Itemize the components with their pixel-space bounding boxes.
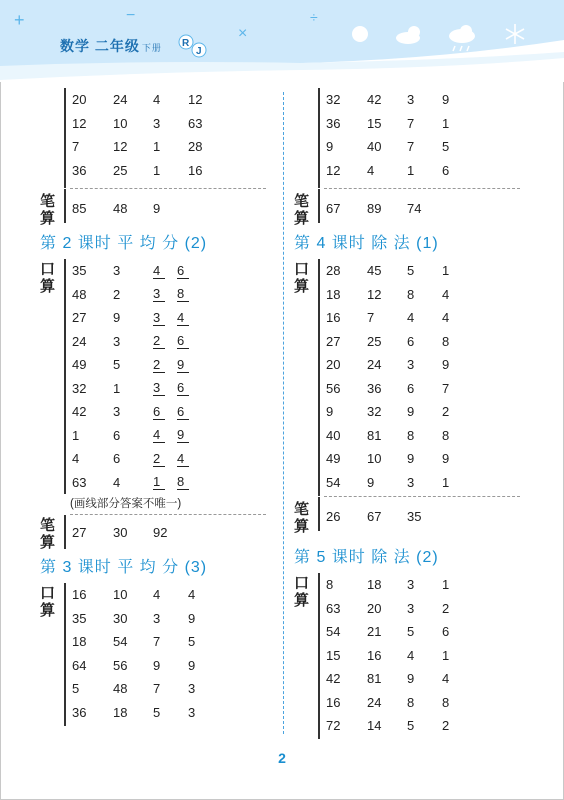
table-row bbox=[326, 447, 544, 471]
cell-value: 3 bbox=[188, 681, 196, 697]
cell-value: 9 bbox=[326, 404, 334, 420]
table-row bbox=[326, 88, 544, 112]
cell-value: 7 bbox=[407, 139, 415, 155]
cell-value: 56 bbox=[326, 380, 341, 396]
cell-value: 16 bbox=[326, 310, 341, 326]
cell-value: 64 bbox=[72, 657, 87, 673]
cell-value: 63 bbox=[188, 115, 203, 131]
lesson-4-written-block bbox=[294, 497, 544, 537]
cell-value: 3 bbox=[407, 92, 415, 108]
cell-value: 3 bbox=[407, 474, 415, 490]
cell-value: 6 bbox=[177, 380, 189, 396]
written-value: 67 bbox=[367, 509, 382, 525]
section-title-lesson-3: 第 3 课时 平 均 分 (3) bbox=[40, 559, 208, 576]
cell-value: 35 bbox=[72, 263, 87, 279]
cell-value: 4 bbox=[153, 263, 165, 279]
cell-value: 4 bbox=[153, 92, 161, 108]
cell-value: 56 bbox=[113, 657, 128, 673]
cell-value: 3 bbox=[113, 333, 121, 349]
table-row bbox=[72, 135, 290, 159]
cell-value: 16 bbox=[367, 647, 382, 663]
written-value: 67 bbox=[326, 201, 341, 217]
cell-value: 14 bbox=[367, 718, 382, 734]
written-row bbox=[72, 197, 290, 221]
table-row bbox=[326, 353, 544, 377]
section-title-lesson-2: 第 2 课时 平 均 分 (2) bbox=[40, 235, 208, 252]
cell-value: 20 bbox=[326, 357, 341, 373]
cell-value: 4 bbox=[407, 310, 415, 326]
cell-value: 3 bbox=[407, 357, 415, 373]
cell-value: 4 bbox=[407, 647, 415, 663]
table-row bbox=[326, 620, 544, 644]
cell-value: 3 bbox=[153, 310, 165, 326]
cell-value: 48 bbox=[72, 286, 87, 302]
lesson-3-rows bbox=[72, 583, 290, 724]
page-number: 2 bbox=[278, 750, 286, 766]
left-cont-rows bbox=[72, 88, 290, 182]
cell-value: 8 bbox=[407, 427, 415, 443]
cell-value: 6 bbox=[177, 333, 189, 349]
cell-value: 16 bbox=[326, 694, 341, 710]
cell-value: 9 bbox=[177, 427, 189, 443]
cell-value: 9 bbox=[326, 139, 334, 155]
cell-value: 6 bbox=[407, 333, 415, 349]
lesson-2-rows bbox=[72, 259, 290, 494]
cell-value: 9 bbox=[442, 92, 450, 108]
table-row bbox=[326, 330, 544, 354]
cell-value: 36 bbox=[326, 115, 341, 131]
cell-value: 3 bbox=[113, 404, 121, 420]
cell-value: 3 bbox=[153, 286, 165, 302]
cell-value: 35 bbox=[72, 610, 87, 626]
badge-r-text: R bbox=[182, 38, 190, 49]
table-row bbox=[326, 691, 544, 715]
cell-value: 2 bbox=[442, 600, 450, 616]
cell-value: 5 bbox=[442, 139, 450, 155]
cell-value: 25 bbox=[113, 162, 128, 178]
right-column bbox=[294, 88, 544, 739]
table-row bbox=[72, 471, 290, 495]
written-value: 30 bbox=[113, 525, 128, 541]
table-row bbox=[326, 400, 544, 424]
cell-value: 2 bbox=[113, 286, 121, 302]
table-row bbox=[72, 424, 290, 448]
table-row bbox=[72, 88, 290, 112]
table-row bbox=[72, 701, 290, 725]
cell-value: 4 bbox=[188, 587, 196, 603]
table-row bbox=[326, 259, 544, 283]
table-row bbox=[72, 330, 290, 354]
cell-value: 1 bbox=[113, 380, 121, 396]
table-row bbox=[326, 597, 544, 621]
cell-value: 7 bbox=[72, 139, 80, 155]
times-symbol: × bbox=[238, 25, 248, 42]
right-cont-rows bbox=[326, 88, 544, 182]
written-value: 48 bbox=[113, 201, 128, 217]
cell-value: 6 bbox=[442, 162, 450, 178]
cell-value: 12 bbox=[326, 162, 341, 178]
table-row bbox=[72, 353, 290, 377]
cell-value: 4 bbox=[442, 671, 450, 687]
written-row bbox=[326, 197, 544, 221]
cell-value: 1 bbox=[442, 263, 450, 279]
cell-value: 4 bbox=[367, 162, 375, 178]
cell-value: 9 bbox=[153, 657, 161, 673]
cell-value: 7 bbox=[442, 380, 450, 396]
left-cont-mental-block bbox=[40, 88, 290, 188]
cell-value: 54 bbox=[326, 624, 341, 640]
cell-value: 8 bbox=[442, 427, 450, 443]
cell-value: 42 bbox=[367, 92, 382, 108]
header-banner bbox=[0, 0, 564, 82]
cell-value: 81 bbox=[367, 671, 382, 687]
cell-value: 6 bbox=[177, 263, 189, 279]
table-row bbox=[326, 644, 544, 668]
cell-value: 42 bbox=[72, 404, 87, 420]
cell-value: 36 bbox=[72, 162, 87, 178]
table-row bbox=[72, 283, 290, 307]
table-row bbox=[72, 630, 290, 654]
table-row bbox=[72, 159, 290, 183]
cell-value: 1 bbox=[72, 427, 80, 443]
lesson-4-rows bbox=[326, 259, 544, 494]
cell-value: 24 bbox=[72, 333, 87, 349]
cell-value: 63 bbox=[72, 474, 87, 490]
table-row bbox=[326, 159, 544, 183]
plus-symbol: + bbox=[14, 10, 25, 30]
cell-value: 18 bbox=[367, 577, 382, 593]
cell-value: 12 bbox=[367, 286, 382, 302]
cell-value: 48 bbox=[113, 681, 128, 697]
minus-symbol: − bbox=[126, 7, 136, 24]
cell-value: 1 bbox=[442, 115, 450, 131]
header-title-text: 数学 二年级 bbox=[60, 38, 140, 54]
cell-value: 5 bbox=[153, 704, 161, 720]
cell-value: 5 bbox=[188, 634, 196, 650]
sun-icon bbox=[352, 26, 368, 42]
lesson-5-rows bbox=[326, 573, 544, 738]
cell-value: 1 bbox=[442, 647, 450, 663]
written-label: 笔 算 bbox=[294, 501, 310, 535]
cell-value: 9 bbox=[442, 357, 450, 373]
cell-value: 1 bbox=[407, 162, 415, 178]
cell-value: 54 bbox=[326, 474, 341, 490]
cell-value: 28 bbox=[326, 263, 341, 279]
badge-j-text: J bbox=[196, 46, 202, 57]
written-value: 9 bbox=[153, 201, 161, 217]
cell-value: 63 bbox=[326, 600, 341, 616]
cell-value: 32 bbox=[326, 92, 341, 108]
cell-value: 1 bbox=[442, 474, 450, 490]
cell-value: 9 bbox=[367, 474, 375, 490]
right-cont-written-block bbox=[294, 189, 544, 229]
cell-value: 21 bbox=[367, 624, 382, 640]
cell-value: 5 bbox=[407, 718, 415, 734]
cell-value: 16 bbox=[72, 587, 87, 603]
cell-value: 3 bbox=[407, 577, 415, 593]
cell-value: 4 bbox=[153, 427, 165, 443]
cell-value: 7 bbox=[407, 115, 415, 131]
cell-value: 2 bbox=[153, 357, 165, 373]
cell-value: 24 bbox=[367, 694, 382, 710]
cell-value: 32 bbox=[72, 380, 87, 396]
table-row bbox=[326, 573, 544, 597]
cell-value: 12 bbox=[72, 115, 87, 131]
cell-value: 12 bbox=[113, 139, 128, 155]
cell-value: 28 bbox=[188, 139, 203, 155]
left-column bbox=[40, 88, 290, 726]
mental-label: 口 算 bbox=[294, 575, 310, 609]
cell-value: 45 bbox=[367, 263, 382, 279]
cell-value: 24 bbox=[113, 92, 128, 108]
cell-value: 3 bbox=[153, 115, 161, 131]
cell-value: 1 bbox=[153, 474, 165, 490]
cell-value: 4 bbox=[442, 286, 450, 302]
cell-value: 36 bbox=[367, 380, 382, 396]
mental-label: 口 算 bbox=[40, 585, 56, 619]
cell-value: 3 bbox=[407, 600, 415, 616]
cell-value: 3 bbox=[153, 380, 165, 396]
cell-value: 9 bbox=[188, 657, 196, 673]
cell-value: 10 bbox=[367, 451, 382, 467]
cell-value: 1 bbox=[153, 162, 161, 178]
lesson-2-written-block bbox=[40, 515, 290, 553]
cell-value: 9 bbox=[407, 451, 415, 467]
table-row bbox=[72, 583, 290, 607]
table-row bbox=[72, 677, 290, 701]
cell-value: 49 bbox=[326, 451, 341, 467]
cell-value: 27 bbox=[72, 310, 87, 326]
cell-value: 2 bbox=[153, 333, 165, 349]
table-row bbox=[72, 447, 290, 471]
lesson-5-mental-block bbox=[294, 573, 544, 739]
mental-label: 口 算 bbox=[294, 261, 310, 295]
written-value: 74 bbox=[407, 201, 422, 217]
cell-value: 15 bbox=[367, 115, 382, 131]
cell-value: 30 bbox=[113, 610, 128, 626]
cell-value: 8 bbox=[407, 286, 415, 302]
cell-value: 6 bbox=[113, 427, 121, 443]
written-row bbox=[326, 505, 544, 529]
cell-value: 6 bbox=[113, 451, 121, 467]
cell-value: 9 bbox=[113, 310, 121, 326]
cell-value: 54 bbox=[113, 634, 128, 650]
cell-value: 9 bbox=[407, 671, 415, 687]
lesson-3-mental-block bbox=[40, 583, 290, 726]
cell-value: 7 bbox=[153, 634, 161, 650]
cell-value: 2 bbox=[153, 451, 165, 467]
written-value: 26 bbox=[326, 509, 341, 525]
cell-value: 4 bbox=[113, 474, 121, 490]
table-row bbox=[72, 306, 290, 330]
written-value: 85 bbox=[72, 201, 87, 217]
table-row bbox=[326, 667, 544, 691]
cell-value: 20 bbox=[72, 92, 87, 108]
cell-value: 8 bbox=[442, 333, 450, 349]
cell-value: 9 bbox=[407, 404, 415, 420]
written-row bbox=[72, 521, 290, 545]
header-title bbox=[60, 36, 162, 56]
cell-value: 27 bbox=[326, 333, 341, 349]
written-label: 笔 算 bbox=[40, 193, 56, 227]
table-row bbox=[72, 112, 290, 136]
table-row bbox=[326, 112, 544, 136]
cell-value: 2 bbox=[442, 404, 450, 420]
cell-value: 4 bbox=[153, 587, 161, 603]
cell-value: 8 bbox=[177, 474, 189, 490]
cell-value: 18 bbox=[326, 286, 341, 302]
table-row bbox=[326, 283, 544, 307]
cell-value: 5 bbox=[407, 624, 415, 640]
cell-value: 3 bbox=[153, 610, 161, 626]
cell-value: 10 bbox=[113, 115, 128, 131]
table-row bbox=[72, 377, 290, 401]
table-row bbox=[72, 654, 290, 678]
cell-value: 42 bbox=[326, 671, 341, 687]
cell-value: 20 bbox=[367, 600, 382, 616]
cell-value: 9 bbox=[188, 610, 196, 626]
answer-note: (画线部分答案不唯一) bbox=[70, 498, 182, 510]
written-value: 89 bbox=[367, 201, 382, 217]
cell-value: 15 bbox=[326, 647, 341, 663]
cell-value: 6 bbox=[177, 404, 189, 420]
table-row bbox=[72, 607, 290, 631]
table-row bbox=[326, 471, 544, 495]
cell-value: 10 bbox=[113, 587, 128, 603]
cell-value: 5 bbox=[113, 357, 121, 373]
cell-value: 72 bbox=[326, 718, 341, 734]
cell-value: 40 bbox=[367, 139, 382, 155]
cell-value: 5 bbox=[407, 263, 415, 279]
cell-value: 4 bbox=[177, 310, 189, 326]
cell-value: 6 bbox=[153, 404, 165, 420]
cell-value: 4 bbox=[72, 451, 80, 467]
mental-label: 口 算 bbox=[40, 261, 56, 295]
cell-value: 8 bbox=[326, 577, 334, 593]
cell-value: 4 bbox=[442, 310, 450, 326]
divide-symbol: ÷ bbox=[310, 9, 318, 25]
table-row bbox=[72, 400, 290, 424]
cell-value: 7 bbox=[367, 310, 375, 326]
cell-value: 3 bbox=[188, 704, 196, 720]
section-title-lesson-5: 第 5 课时 除 法 (2) bbox=[294, 549, 439, 566]
cell-value: 36 bbox=[72, 704, 87, 720]
cell-value: 40 bbox=[326, 427, 341, 443]
header-subtitle: 下册 bbox=[141, 43, 162, 53]
written-value: 27 bbox=[72, 525, 87, 541]
written-label: 笔 算 bbox=[40, 517, 56, 551]
table-row bbox=[326, 306, 544, 330]
left-cont-written-block bbox=[40, 189, 290, 229]
cell-value: 49 bbox=[72, 357, 87, 373]
cell-value: 8 bbox=[407, 694, 415, 710]
cell-value: 1 bbox=[442, 577, 450, 593]
right-cont-mental-block bbox=[294, 88, 544, 188]
cell-value: 5 bbox=[72, 681, 80, 697]
cell-value: 9 bbox=[442, 451, 450, 467]
cell-value: 6 bbox=[442, 624, 450, 640]
table-row bbox=[326, 377, 544, 401]
cell-value: 3 bbox=[113, 263, 121, 279]
cell-value: 2 bbox=[442, 718, 450, 734]
cell-value: 8 bbox=[177, 286, 189, 302]
cell-value: 1 bbox=[153, 139, 161, 155]
cell-value: 81 bbox=[367, 427, 382, 443]
table-row bbox=[326, 135, 544, 159]
table-row bbox=[72, 259, 290, 283]
cell-value: 24 bbox=[367, 357, 382, 373]
table-row bbox=[326, 714, 544, 738]
cell-value: 25 bbox=[367, 333, 382, 349]
cell-value: 7 bbox=[153, 681, 161, 697]
lesson-4-mental-block bbox=[294, 259, 544, 496]
cell-value: 18 bbox=[72, 634, 87, 650]
cell-value: 8 bbox=[442, 694, 450, 710]
section-title-lesson-4: 第 4 课时 除 法 (1) bbox=[294, 235, 439, 252]
lesson-2-mental-block bbox=[40, 259, 290, 494]
table-row bbox=[326, 424, 544, 448]
cell-value: 12 bbox=[188, 92, 203, 108]
cell-value: 32 bbox=[367, 404, 382, 420]
cell-value: 9 bbox=[177, 357, 189, 373]
cell-value: 18 bbox=[113, 704, 128, 720]
cell-value: 16 bbox=[188, 162, 203, 178]
written-label: 笔 算 bbox=[294, 193, 310, 227]
written-value: 35 bbox=[407, 509, 422, 525]
cell-value: 6 bbox=[407, 380, 415, 396]
cell-value: 4 bbox=[177, 451, 189, 467]
written-value: 92 bbox=[153, 525, 168, 541]
